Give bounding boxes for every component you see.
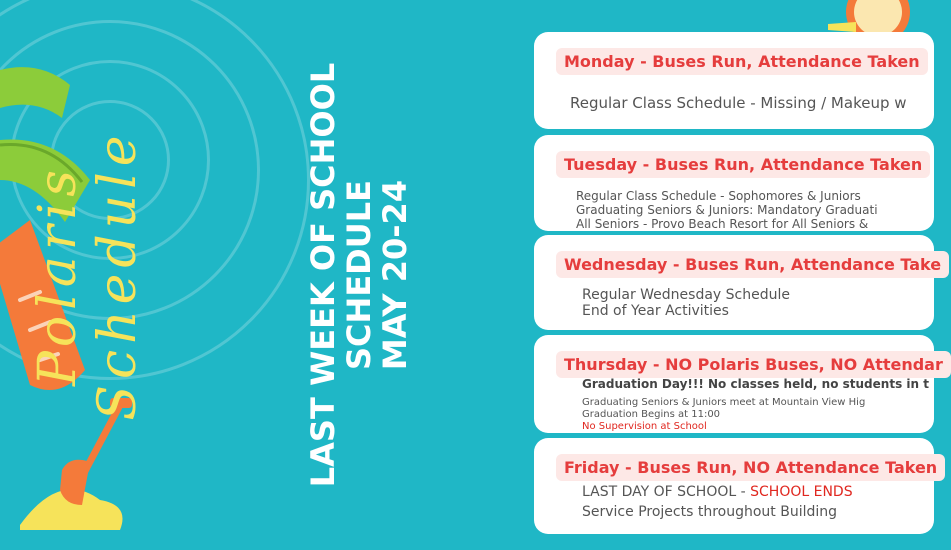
last-day-text: LAST DAY OF SCHOOL -	[582, 484, 751, 500]
day-heading: Thursday - NO Polaris Buses, NO Attendar	[556, 351, 951, 378]
day-card-monday	[534, 32, 934, 129]
day-detail: Graduation Begins at 11:00	[582, 409, 721, 420]
main-title-line1: LAST WEEK OF SCHOOL	[304, 62, 342, 488]
script-title	[28, 45, 148, 505]
day-detail: Graduation Day!!! No classes held, no students in t	[582, 377, 929, 391]
school-ends-text: SCHOOL ENDS	[750, 484, 853, 500]
day-heading: Friday - Buses Run, NO Attendance Taken	[556, 454, 945, 481]
main-title-line3: MAY 20-24	[376, 179, 414, 371]
day-detail: Service Projects throughout Building	[582, 504, 838, 520]
day-detail	[582, 484, 853, 500]
day-card-thursday	[534, 335, 943, 433]
day-detail: End of Year Activities	[582, 303, 729, 319]
day-card-friday	[534, 438, 938, 534]
day-detail: Graduating Seniors & Juniors: Mandatory Graduati	[576, 203, 878, 217]
day-detail: Regular Class Schedule - Missing / Makeup w	[570, 94, 907, 112]
day-card-tuesday	[534, 135, 934, 231]
main-title-line2: SCHEDULE	[340, 180, 378, 370]
day-detail: All Seniors - Provo Beach Resort for All Seniors &	[576, 217, 869, 231]
day-detail: Graduating Seniors & Juniors meet at Mountain View Hig	[582, 397, 866, 408]
day-heading: Monday - Buses Run, Attendance Taken	[556, 48, 928, 75]
day-card-wednesday	[534, 235, 942, 330]
script-title-text: Polaris Schedule	[28, 129, 148, 421]
day-heading: Tuesday - Buses Run, Attendance Taken	[556, 151, 930, 178]
main-title	[305, 45, 435, 505]
no-supervision-note: No Supervision at School	[582, 421, 707, 432]
day-detail: Regular Wednesday Schedule	[582, 287, 790, 303]
day-detail: Regular Class Schedule - Sophomores & Juniors	[576, 189, 861, 203]
day-heading: Wednesday - Buses Run, Attendance Take	[556, 251, 949, 278]
